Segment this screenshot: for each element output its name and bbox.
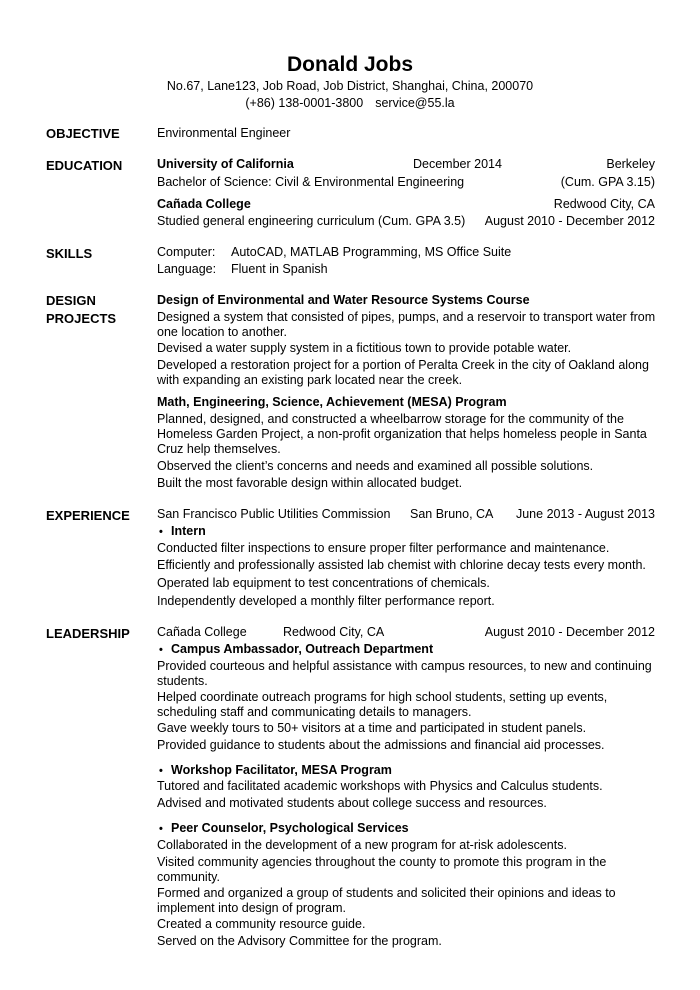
experience-role: • Intern [159,524,206,538]
leadership-line: Formed and organized a group of students and solicited their opinions and ideas to [157,886,616,900]
skills-language-label: Language: [157,262,217,276]
education-school: Cañada College [157,197,251,211]
contact-phone: (+86) 138-0001-3800 [245,96,364,110]
education-date: August 2010 - December 2012 [484,214,655,228]
leadership-line: Tutored and facilitated academic workshops with Physics and Calculus students. [157,779,603,793]
leadership-line: scheduling staff and communicating details to managers. [157,705,472,719]
bullet-icon: • [159,823,163,835]
experience-line: Independently developed a monthly filter performance report. [157,594,495,608]
experience-date: June 2013 - August 2013 [515,507,655,521]
education-date: December 2014 [413,157,502,171]
project-line: with expanding an existing park located near the creek. [157,373,463,387]
section-label-leadership: LEADERSHIP [46,626,130,641]
education-gpa: (Cum. GPA 3.15) [560,175,655,189]
leadership-role: • Campus Ambassador, Outreach Department [159,642,434,656]
leadership-line: implement into design of program. [157,901,346,915]
education-school: University of California [157,157,294,171]
section-label-experience: EXPERIENCE [46,508,130,523]
section-label-education: EDUCATION [46,158,123,173]
project-line: Cruz help themselves. [157,442,281,456]
objective-text: Environmental Engineer [157,126,291,140]
contact-email: service@55.la [375,96,455,110]
leadership-line: Created a community resource guide. [157,917,366,931]
leadership-line: community. [157,870,220,884]
bullet-icon: • [159,765,163,777]
contact-line [0,96,700,111]
project-line: Designed a system that consisted of pipes, pumps, and a reservoir to transport water from [157,310,656,324]
section-label-projects: PROJECTS [46,311,117,326]
leadership-role: • Peer Counselor, Psychological Services [159,821,409,835]
leadership-role: • Workshop Facilitator, MESA Program [159,763,392,777]
education-degree: Bachelor of Science: Civil & Environmental Engineering [157,175,465,189]
experience-org: San Francisco Public Utilities Commission [157,507,391,521]
leadership-date: August 2010 - December 2012 [484,625,655,639]
project-line: Planned, designed, and constructed a wheelbarrow storage for the community of the [157,412,624,426]
skills-computer-value: AutoCAD, MATLAB Programming, MS Office Suite [231,245,512,259]
leadership-line: Advised and motivated students about college success and resources. [157,796,547,810]
leadership-line: Gave weekly tours to 50+ visitors at a time and participated in student panels. [157,721,587,735]
project-line: Built the most favorable design within allocated budget. [157,476,463,490]
project-title: Design of Environmental and Water Resource Systems Course [157,293,530,307]
leadership-line: Visited community agencies throughout the county to promote this program in the [157,855,607,869]
contact-address: No.67, Lane123, Job Road, Job District, Shanghai, China, 200070 [166,79,534,93]
project-line: Developed a restoration project for a portion of Peralta Creek in the city of Oakland along [157,358,649,372]
skills-language-value: Fluent in Spanish [231,262,328,276]
leadership-line: Provided courteous and helpful assistance with campus resources, to new and continuing [157,659,652,673]
project-line: Devised a water supply system in a fictitious town to provide potable water. [157,341,572,355]
project-line: Homeless Garden Project, a non-profit organization that helps homeless people in Santa [157,427,647,441]
experience-line: Operated lab equipment to test concentrations of chemicals. [157,576,490,590]
bullet-icon: • [159,526,163,538]
leadership-line: Helped coordinate outreach programs for high school students, setting up events, [157,690,608,704]
candidate-name: Donald Jobs [286,53,413,76]
leadership-line: Provided guidance to students about the admissions and financial aid processes. [157,738,605,752]
experience-line: Efficiently and professionally assisted lab chemist with chlorine decay tests every month. [157,558,646,572]
project-line: one location to another. [157,325,287,339]
section-label-objective: OBJECTIVE [46,126,120,141]
bullet-icon: • [159,644,163,656]
project-line: Observed the client’s concerns and needs and examined all possible solutions. [157,459,594,473]
project-title: Math, Engineering, Science, Achievement (MESA) Program [157,395,507,409]
leadership-line: Served on the Advisory Committee for the program. [157,934,442,948]
leadership-line: students. [157,674,208,688]
leadership-org: Cañada College [157,625,247,639]
experience-location: San Bruno, CA [410,507,494,521]
education-location: Redwood City, CA [553,197,655,211]
education-location: Berkeley [606,157,655,171]
section-label-skills: SKILLS [46,246,93,261]
section-label-design: DESIGN [46,293,96,308]
leadership-location: Redwood City, CA [283,625,385,639]
education-detail: Studied general engineering curriculum (Cum. GPA 3.5) [157,214,466,228]
experience-line: Conducted filter inspections to ensure proper filter performance and maintenance. [157,541,610,555]
skills-computer-label: Computer: [157,245,216,259]
leadership-line: Collaborated in the development of a new program for at-risk adolescents. [157,838,567,852]
